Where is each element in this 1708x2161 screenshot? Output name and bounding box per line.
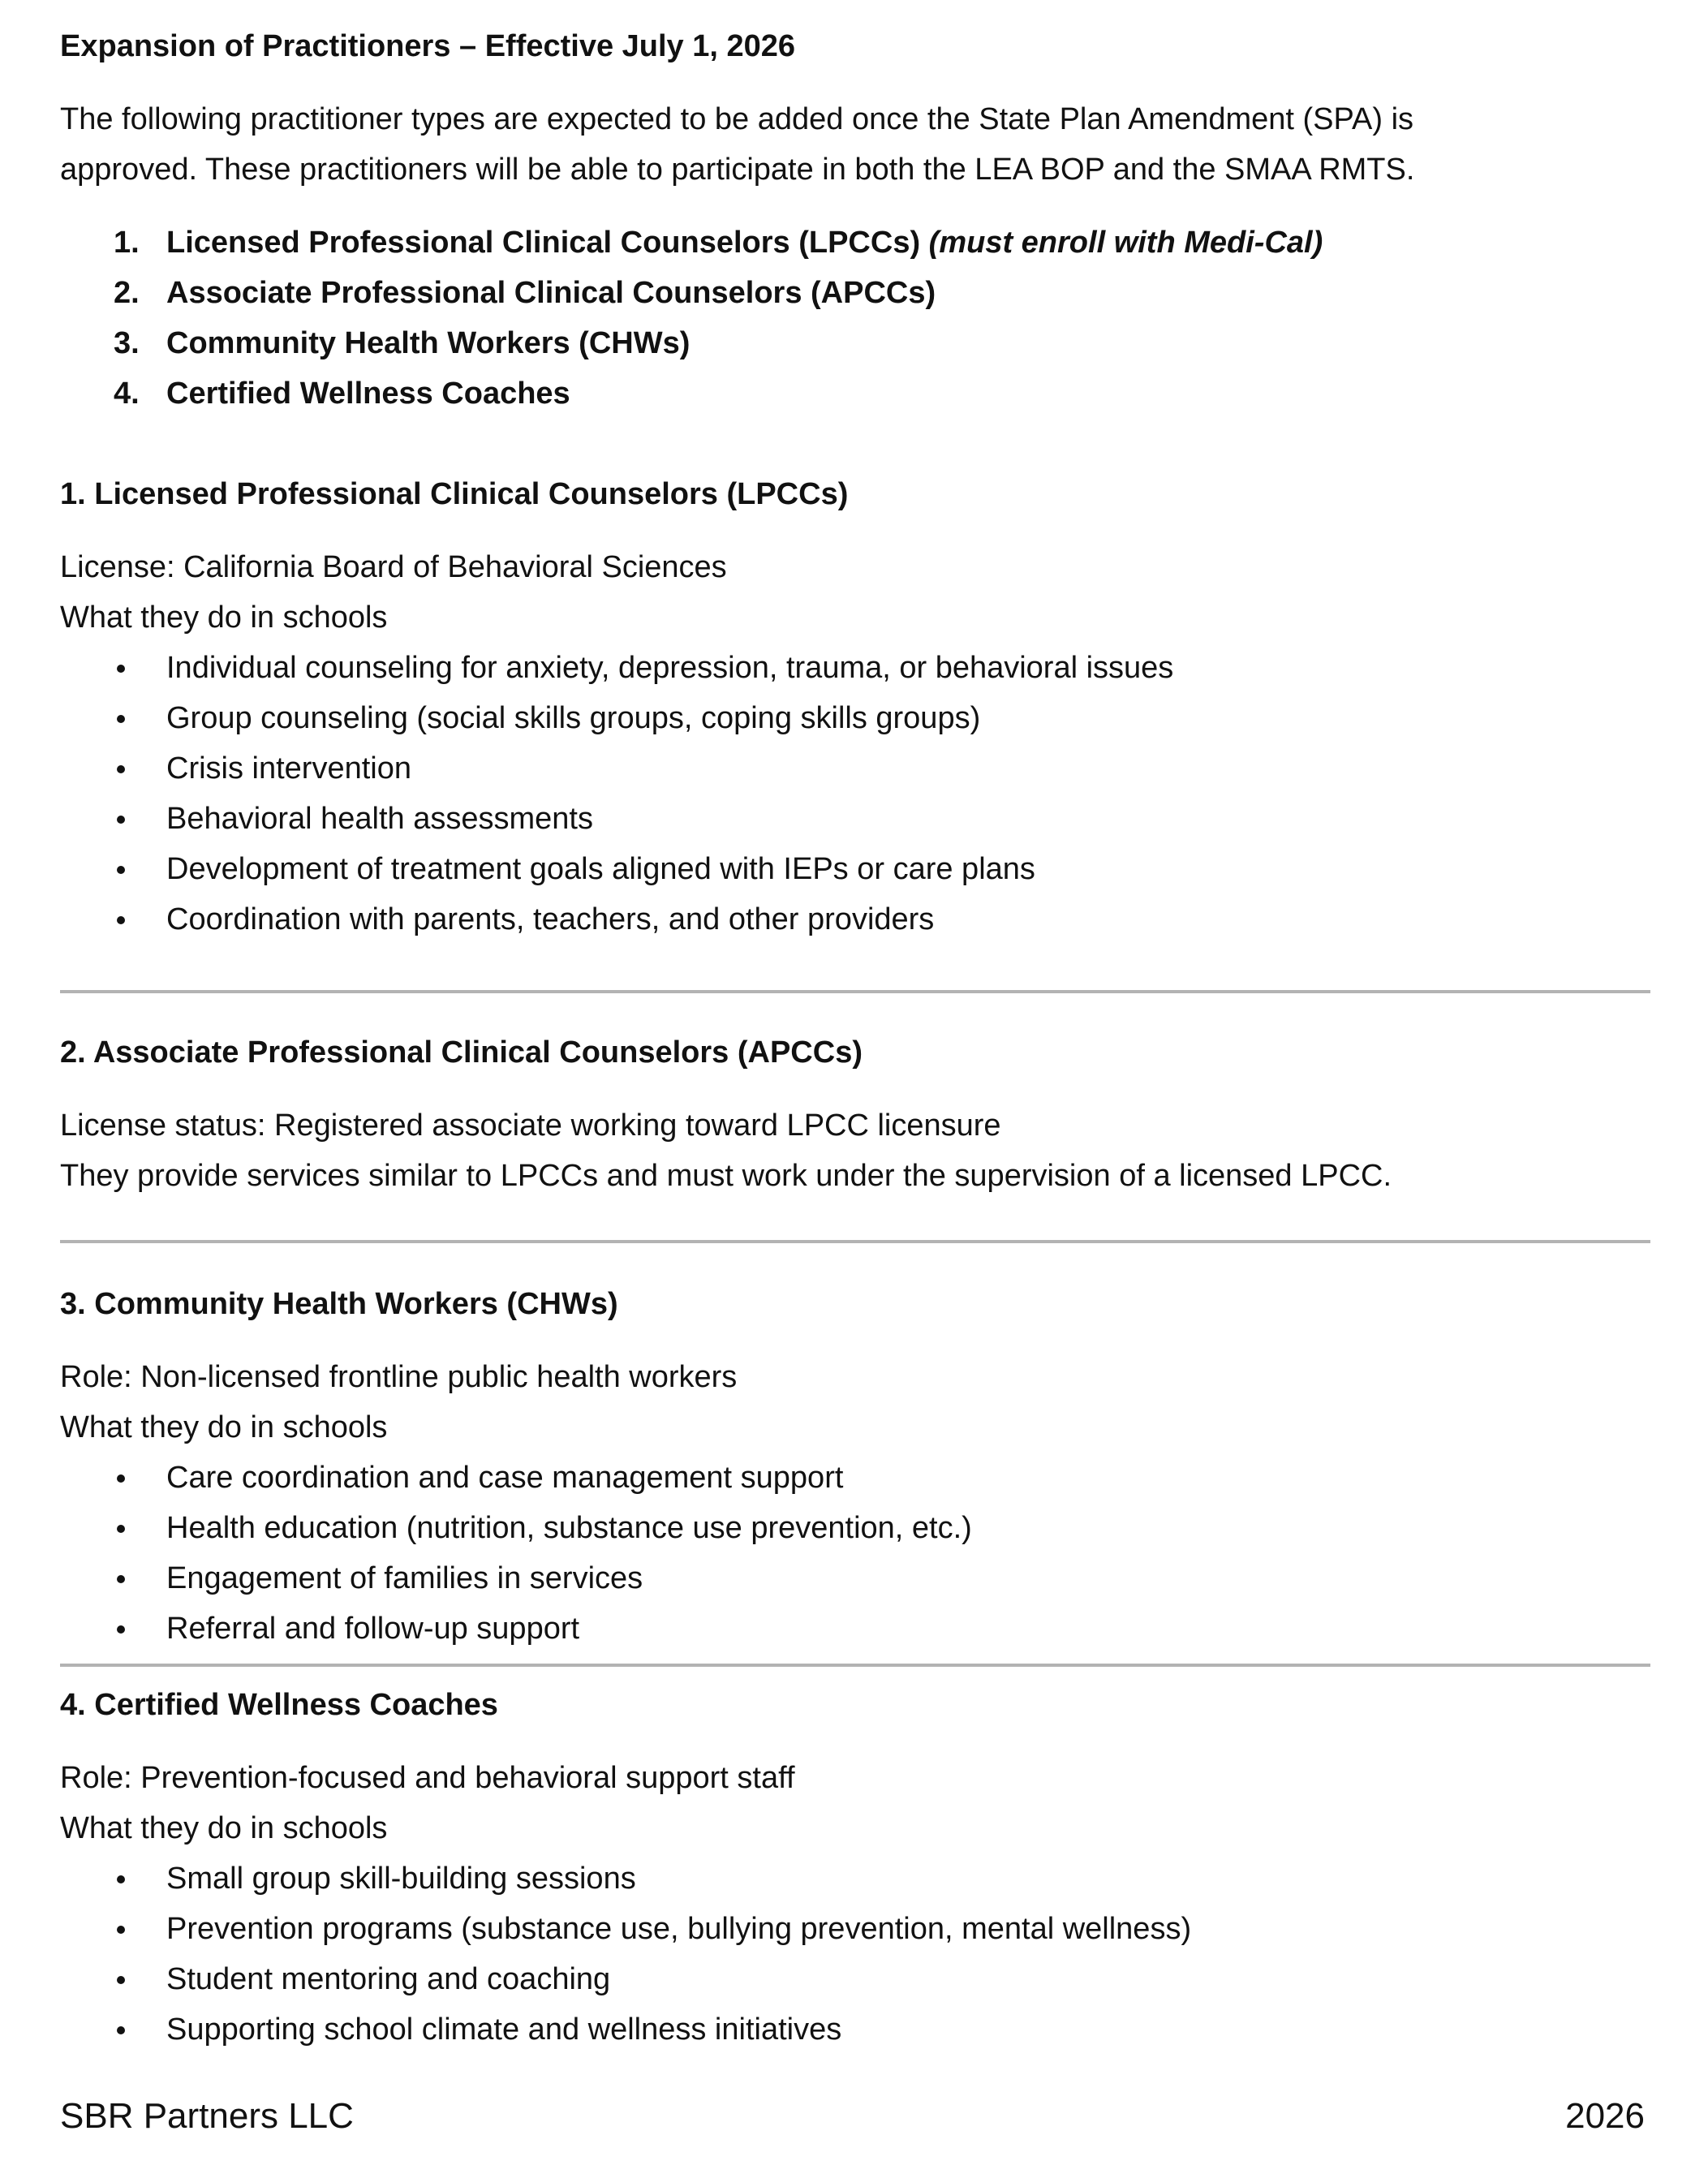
list-item-text: Crisis intervention xyxy=(166,751,411,786)
bullet-icon xyxy=(117,765,125,773)
section-heading: 3. Community Health Workers (CHWs) xyxy=(60,1287,618,1321)
section-divider xyxy=(60,990,1650,993)
list-number: 1. xyxy=(114,226,140,260)
footer-company: SBR Partners LLC xyxy=(60,2096,354,2136)
section-line: What they do in schools xyxy=(60,601,388,635)
practitioner-list-item xyxy=(60,318,1650,368)
bullet-icon xyxy=(117,916,125,924)
list-item xyxy=(60,1503,1650,1553)
intro-paragraph xyxy=(60,94,1602,195)
section-line: License status: Registered associate working toward LPCC licensure xyxy=(60,1108,1001,1143)
list-item-text: Health education (nutrition, substance use prevention, etc.) xyxy=(166,1511,972,1545)
list-item xyxy=(60,1604,1650,1654)
bullet-icon xyxy=(117,866,125,874)
section-heading: 1. Licensed Professional Clinical Counselors (LPCCs) xyxy=(60,477,849,511)
list-number: 4. xyxy=(114,377,140,411)
list-item-label: Certified Wellness Coaches xyxy=(166,377,570,411)
page-footer xyxy=(60,2092,1645,2141)
section-chw xyxy=(60,1279,1650,1654)
section-description xyxy=(60,542,1650,643)
list-item-text: Care coordination and case management support xyxy=(166,1461,844,1495)
bullet-list xyxy=(60,1853,1650,2055)
list-item-text: Prevention programs (substance use, bullying prevention, mental wellness) xyxy=(166,1912,1192,1946)
bullet-icon xyxy=(117,1875,125,1883)
section-divider xyxy=(60,1664,1650,1667)
list-item-text: Small group skill-building sessions xyxy=(166,1862,636,1896)
practitioner-list-item xyxy=(60,217,1650,268)
list-number: 2. xyxy=(114,276,140,310)
intro-line: The following practitioner types are expected to be added once the State Plan Amendment (SPA) is xyxy=(60,102,1414,136)
list-item-text: Student mentoring and coaching xyxy=(166,1962,611,1996)
practitioner-list-item xyxy=(60,368,1650,419)
list-item-note: (must enroll with Medi-Cal) xyxy=(928,226,1323,260)
bullet-icon xyxy=(117,715,125,723)
section-line: They provide services similar to LPCCs and must work under the supervision of a licensed LPCC. xyxy=(60,1159,1392,1193)
section-line: Role: Non-licensed frontline public health workers xyxy=(60,1360,738,1394)
section-heading: 4. Certified Wellness Coaches xyxy=(60,1688,498,1722)
bullet-icon xyxy=(117,1525,125,1533)
section-line: Role: Prevention-focused and behavioral support staff xyxy=(60,1761,795,1795)
bullet-icon xyxy=(117,1575,125,1583)
bullet-list xyxy=(60,643,1650,945)
section-wellness-coach xyxy=(60,1680,1650,2055)
list-item-text: Coordination with parents, teachers, and other providers xyxy=(166,902,935,936)
section-description xyxy=(60,1100,1650,1201)
list-item-label: Licensed Professional Clinical Counselors (LPCCs) xyxy=(166,226,921,260)
list-item xyxy=(60,693,1650,743)
footer-year: 2026 xyxy=(1565,2096,1645,2136)
list-item-text: Supporting school climate and wellness initiatives xyxy=(166,2012,842,2047)
document-title: Expansion of Practitioners – Effective July 1, 2026 xyxy=(60,29,796,63)
bullet-icon xyxy=(117,2026,125,2034)
list-item xyxy=(60,794,1650,844)
bullet-icon xyxy=(117,665,125,673)
bullet-icon xyxy=(117,1926,125,1934)
list-item-text: Behavioral health assessments xyxy=(166,802,593,836)
list-item xyxy=(60,743,1650,794)
section-apcc xyxy=(60,1027,1650,1201)
section-description xyxy=(60,1352,1650,1453)
bullet-list xyxy=(60,1453,1650,1654)
section-description xyxy=(60,1753,1650,1853)
section-line: What they do in schools xyxy=(60,1811,388,1845)
bullet-icon xyxy=(117,816,125,824)
list-item-label: Community Health Workers (CHWs) xyxy=(166,326,691,360)
list-item-text: Development of treatment goals aligned with IEPs or care plans xyxy=(166,852,1035,886)
list-item-text: Individual counseling for anxiety, depression, trauma, or behavioral issues xyxy=(166,651,1174,685)
section-line: What they do in schools xyxy=(60,1410,388,1444)
list-item xyxy=(60,1904,1650,1954)
list-number: 3. xyxy=(114,326,140,360)
list-item-text: Engagement of families in services xyxy=(166,1561,643,1595)
intro-line: approved. These practitioners will be able to participate in both the LEA BOP and the SMAA RMTS. xyxy=(60,153,1415,187)
bullet-icon xyxy=(117,1625,125,1634)
section-line: License: California Board of Behavioral Sciences xyxy=(60,550,727,584)
list-item xyxy=(60,894,1650,945)
practitioner-list xyxy=(60,217,1650,419)
list-item xyxy=(60,844,1650,894)
section-lpcc xyxy=(60,469,1650,945)
list-item-text: Referral and follow-up support xyxy=(166,1612,580,1646)
section-divider xyxy=(60,1240,1650,1243)
list-item xyxy=(60,1553,1650,1604)
bullet-icon xyxy=(117,1976,125,1984)
practitioner-list-item xyxy=(60,268,1650,318)
list-item-label: Associate Professional Clinical Counselors (APCCs) xyxy=(166,276,936,310)
list-item xyxy=(60,643,1650,693)
list-item xyxy=(60,1853,1650,1904)
list-item xyxy=(60,2004,1650,2055)
bullet-icon xyxy=(117,1474,125,1483)
list-item xyxy=(60,1453,1650,1503)
list-item-text: Group counseling (social skills groups, coping skills groups) xyxy=(166,701,981,735)
section-heading: 2. Associate Professional Clinical Counselors (APCCs) xyxy=(60,1035,863,1070)
list-item xyxy=(60,1954,1650,2004)
document-page xyxy=(60,21,1650,2055)
